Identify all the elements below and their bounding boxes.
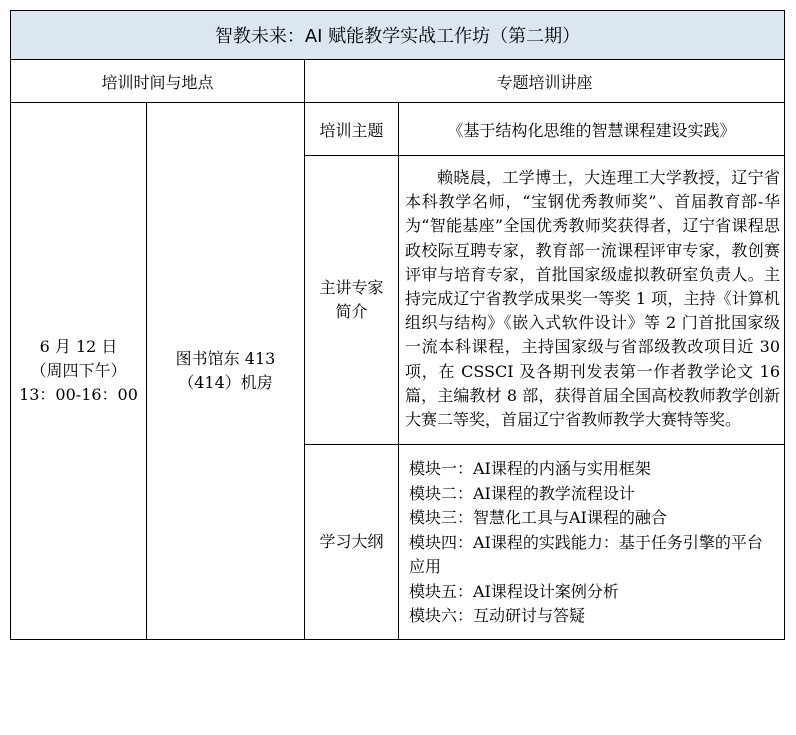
venue-line2: （414）机房: [178, 372, 273, 392]
venue-line1: 图书馆东 413: [175, 348, 276, 368]
schedule-time: 13：00-16：00: [19, 384, 138, 404]
topic-value: 《基于结构化思维的智慧课程建设实践》: [399, 103, 785, 156]
schedule-cell: [11, 103, 147, 640]
outline-module-6: 模块六：互动研讨与答疑: [409, 606, 586, 626]
schedule-weekday: （周四下午）: [30, 360, 127, 380]
venue-cell: [147, 103, 305, 640]
outline-module-1: 模块一：AI课程的内涵与实用框架: [409, 459, 651, 479]
speaker-label: [305, 156, 399, 445]
outline-list: [399, 445, 785, 640]
speaker-label-line1: 主讲专家: [319, 278, 384, 298]
outline-module-5: 模块五：AI课程设计案例分析: [409, 581, 619, 601]
workshop-title: 智教未来：AI 赋能教学实战工作坊（第二期）: [11, 11, 785, 60]
speaker-bio: 赖晓晨，工学博士，大连理工大学教授，辽宁省本科教学名师，“宝钢优秀教师奖”、首届教育部-华为“智能基座”全国优秀教师奖获得者，辽宁省课程思政校际互聘专家，教育部一流课程评审专家，教创赛评审与培育专家，首批国家级虚拟教研室负责人。主持完成辽宁省教学成果奖一等奖 1 项，主持《计算机组织与结构》《嵌入式软件设计》等 2 门首批国家级一流本科课程，主持国家级与省部级教改项目近 30 项，在 CSSCI 及各期刊发表第一作者教学论文 16 篇，主编教材 8 部，获得首届全国高校教师教学创新大赛二等奖，首届辽宁省教师教学大赛特等奖。: [399, 156, 785, 445]
speaker-label-line2: 简介: [335, 302, 368, 322]
outline-label: 学习大纲: [305, 445, 399, 640]
schedule-date: 6 月 12 日: [39, 336, 118, 356]
header-time-place: 培训时间与地点: [11, 60, 305, 103]
workshop-schedule-table: [10, 10, 785, 640]
topic-label: 培训主题: [305, 103, 399, 156]
outline-module-3: 模块三：智慧化工具与AI课程的融合: [409, 508, 667, 528]
outline-module-2: 模块二：AI课程的教学流程设计: [409, 483, 635, 503]
outline-module-4: 模块四：AI课程的实践能力：基于任务引擎的平台应用: [409, 532, 763, 577]
header-lecture: 专题培训讲座: [305, 60, 785, 103]
